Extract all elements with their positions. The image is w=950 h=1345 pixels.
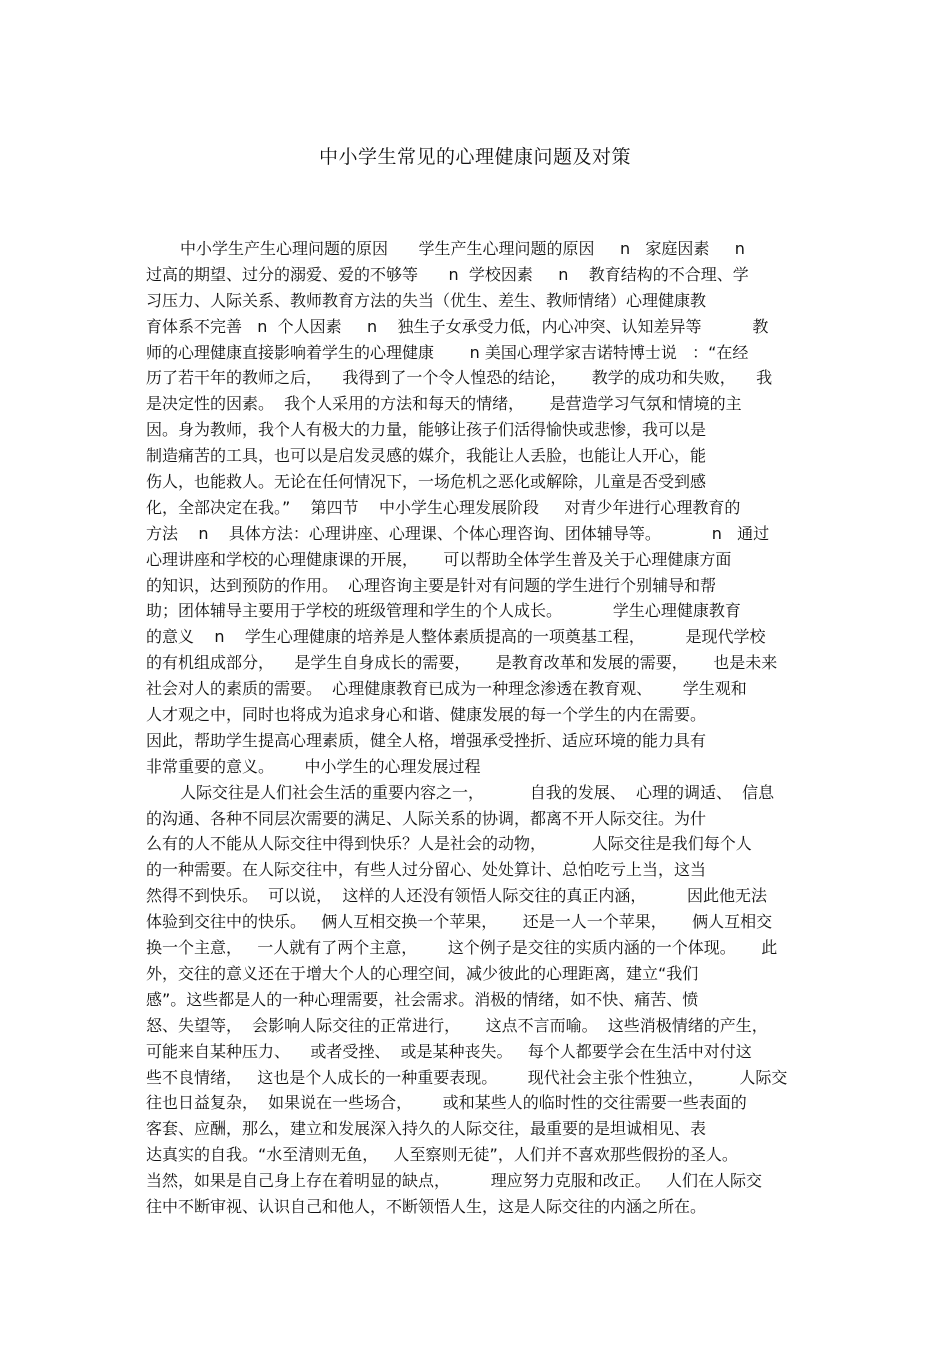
text-line: 然得不到快乐。 可以说， 这样的人还没有领悟人际交往的真正内涵， 因此他无法: [146, 886, 768, 906]
text-line: 往中不断审视、认识自己和他人，不断领悟人生，这是人际交往的内涵之所在。: [146, 1196, 707, 1216]
text-line: 客套、应酬，那么，建立和发展深入持久的人际交往，最重要的是坦诚相见、表: [146, 1119, 707, 1139]
text-line: 制造痛苦的工具，也可以是启发灵感的媒介，我能让人丢脸，也能让人开心，能: [146, 446, 707, 466]
text-line: 育体系不完善 n 个人因素 n 独生子女承受力低，内心冲突、认知差异等 教: [146, 316, 769, 336]
text-line: 非常重要的意义。 中小学生的心理发展过程: [146, 756, 481, 776]
text-line: 心理讲座和学校的心理健康课的开展， 可以帮助全体学生普及关于心理健康方面: [146, 549, 732, 569]
text-line: 换一个主意， 一人就有了两个主意， 这个例子是交往的实质内涵的一个体现。 此: [146, 938, 778, 958]
text-line: 的意义 n 学生心理健康的培养是人整体素质提高的一项奠基工程， 是现代学校: [146, 627, 766, 647]
text-line: 方法 n 具体方法：心理讲座、心理课、个体心理咨询、团体辅导等。 n 通过: [146, 523, 770, 543]
text-line: 师的心理健康直接影响着学生的心理健康 n 美国心理学家吉诺特博士说 ：“在经: [146, 342, 749, 362]
text-line: 么有的人不能从人际交往中得到快乐？人是社会的动物， 人际交往是我们每个人: [146, 834, 752, 854]
text-line: 怒、失望等， 会影响人际交往的正常进行， 这点不言而喻。 这些消极情绪的产生，: [146, 1015, 768, 1035]
text-line: 的知识，达到预防的作用。 心理咨询主要是针对有问题的学生进行个别辅导和帮: [146, 575, 717, 595]
text-line: 当然，如果是自己身上存在着明显的缺点， 理应努力克服和改正。 人们在人际交: [146, 1171, 762, 1191]
text-line: 些不良情绪， 这也是个人成长的一种重要表现。 现代社会主张个性独立， 人际交: [146, 1067, 788, 1087]
text-line: 因此，帮助学生提高心理素质，健全人格，增强承受挫折、适应环境的能力具有: [146, 730, 707, 750]
text-line: 习压力、人际关系、教师教育方法的失当（优生、差生、教师情绪）心理健康教: [146, 290, 707, 310]
text-line: 过高的期望、过分的溺爱、爱的不够等 n 学校因素 n 教育结构的不合理、学: [146, 264, 749, 284]
text-line: 人际交往是人们社会生活的重要内容之一， 自我的发展、 心理的调适、 信息: [180, 782, 775, 802]
text-line: 体验到交往中的快乐。 俩人互相交换一个苹果， 还是一人一个苹果， 俩人互相交: [146, 912, 773, 932]
text-line: 往也日益复杂， 如果说在一些场合， 或和某些人的临时性的交往需要一些表面的: [146, 1093, 747, 1113]
text-line: 中小学生产生心理问题的原因 学生产生心理问题的原因 n 家庭因素 n: [180, 239, 745, 258]
text-line: 人才观之中，同时也将成为追求身心和谐、健康发展的每一个学生的内在需要。: [146, 705, 707, 725]
text-line: 历了若干年的教师之后， 我得到了一个令人惶恐的结论， 教学的成功和失败， 我: [146, 368, 773, 388]
document-title: 中小学生常见的心理健康问题及对策: [318, 146, 631, 168]
text-line: 的一种需要。在人际交往中，有些人过分留心、处处算计、总怕吃亏上当，这当: [146, 860, 707, 880]
text-line: 可能来自某种压力、 或者受挫、 或是某种丧失。 每个人都要学会在生活中对付这: [146, 1041, 752, 1061]
text-line: 外，交往的意义还在于增大个人的心理空间，减少彼此的心理距离，建立“我们: [146, 963, 699, 983]
text-line: 的有机组成部分， 是学生自身成长的需要， 是教育改革和发展的需要， 也是未来: [146, 653, 778, 673]
text-line: 达真实的自我。“水至清则无鱼， 人至察则无徒”，人们并不喜欢那些假扮的圣人。: [146, 1145, 738, 1165]
document-body: [146, 236, 810, 1220]
text-line: 因。身为教师，我个人有极大的力量，能够让孩子们活得愉快或悲惨，我可以是: [146, 420, 707, 440]
text-line: 伤人，也能救人。无论在任何情况下，一场危机之恶化或解除，儿童是否受到感: [146, 472, 707, 492]
text-line: 社会对人的素质的需要。 心理健康教育已成为一种理念渗透在教育观、 学生观和: [146, 679, 747, 699]
text-line: 的沟通、各种不同层次需要的满足、人际关系的协调，都离不开人际交往。为什: [146, 808, 707, 828]
text-line: 化，全部决定在我。” 第四节 中小学生心理发展阶段 对青少年进行心理教育的: [146, 497, 741, 517]
text-line: 助；团体辅导主要用于学校的班级管理和学生的个人成长。 学生心理健康教育: [146, 601, 741, 621]
text-line: 感”。这些都是人的一种心理需要，社会需求。消极的情绪，如不快、痛苦、愤: [146, 989, 699, 1009]
text-line: 是决定性的因素。 我个人采用的方法和每天的情绪， 是营造学习气氛和情境的主: [146, 394, 742, 414]
